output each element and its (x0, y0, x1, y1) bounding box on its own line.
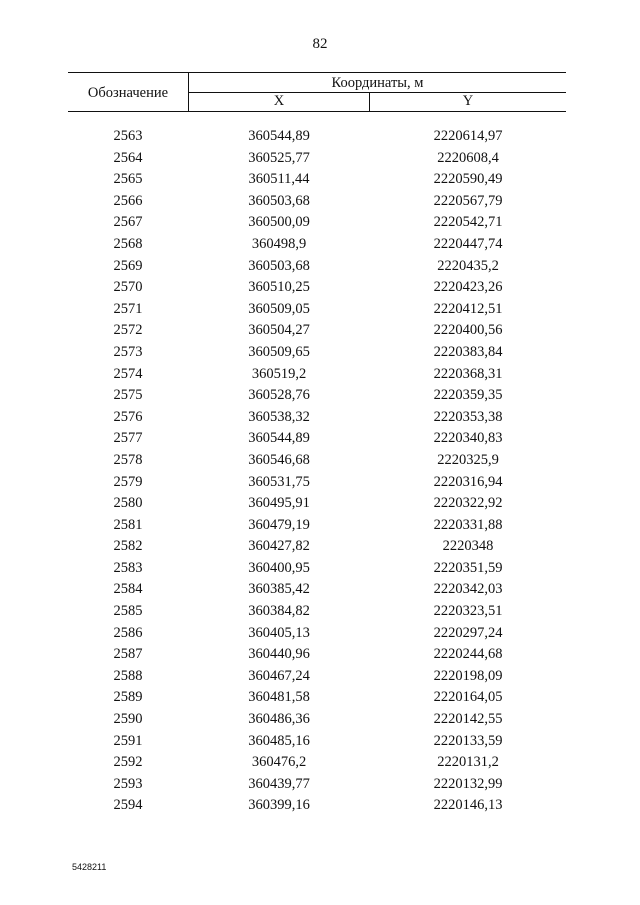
point-id-cell: 2582 (113, 538, 143, 555)
table-row (68, 409, 566, 431)
y-coordinate-cell: 2220567,79 (433, 192, 503, 209)
x-coordinate-cell: 360511,44 (248, 171, 310, 188)
y-coordinate-cell: 2220359,35 (433, 387, 503, 404)
y-coordinate-cell: 2220348 (442, 538, 494, 555)
x-coordinate-cell: 360405,13 (248, 624, 310, 641)
table-row (68, 301, 566, 323)
x-coordinate-cell: 360525,77 (248, 149, 310, 166)
y-coordinate-cell: 2220322,92 (433, 495, 503, 512)
header-x: X (273, 93, 285, 109)
point-id-cell: 2591 (113, 732, 143, 749)
y-coordinate-cell: 2220142,55 (433, 711, 503, 728)
x-coordinate-cell: 360503,68 (248, 257, 310, 274)
x-coordinate-cell: 360531,75 (248, 473, 310, 490)
x-coordinate-cell: 360498,9 (251, 235, 307, 252)
point-id-cell: 2586 (113, 624, 143, 641)
x-coordinate-cell: 360486,36 (248, 711, 310, 728)
y-coordinate-cell: 2220331,88 (433, 516, 503, 533)
point-id-cell: 2572 (113, 322, 143, 339)
x-coordinate-cell: 360400,95 (248, 559, 310, 576)
table-row (68, 344, 566, 366)
table-row (68, 322, 566, 344)
table-row (68, 258, 566, 280)
table-row (68, 150, 566, 172)
x-coordinate-cell: 360481,58 (248, 689, 310, 706)
x-coordinate-cell: 360544,89 (248, 430, 310, 447)
y-coordinate-cell: 2220146,13 (433, 797, 503, 814)
table-row (68, 193, 566, 215)
point-id-cell: 2583 (113, 559, 143, 576)
x-coordinate-cell: 360503,68 (248, 192, 310, 209)
table-row (68, 214, 566, 236)
coordinates-table (68, 72, 566, 814)
point-id-cell: 2577 (113, 430, 143, 447)
y-coordinate-cell: 2220383,84 (433, 343, 503, 360)
y-coordinate-cell: 2220447,74 (433, 235, 503, 252)
table-row (68, 236, 566, 258)
y-coordinate-cell: 2220423,26 (433, 279, 503, 296)
y-coordinate-cell: 2220590,49 (433, 171, 503, 188)
point-id-cell: 2563 (113, 128, 143, 144)
footer-code: 5428211 (72, 862, 107, 872)
table-row (68, 474, 566, 496)
x-coordinate-cell: 360500,09 (248, 214, 310, 231)
x-coordinate-cell: 360519,2 (251, 365, 307, 382)
y-coordinate-cell: 2220608,4 (437, 149, 499, 166)
x-coordinate-cell: 360485,16 (248, 732, 310, 749)
x-coordinate-cell: 360385,42 (248, 581, 310, 598)
y-coordinate-cell: 2220198,09 (433, 667, 503, 684)
point-id-cell: 2587 (113, 646, 143, 663)
point-id-cell: 2579 (113, 473, 143, 490)
x-coordinate-cell: 360476,2 (251, 754, 307, 771)
point-id-cell: 2564 (113, 149, 143, 166)
point-id-cell: 2568 (113, 235, 143, 252)
x-coordinate-cell: 360510,25 (248, 279, 310, 296)
header-y: Y (462, 93, 474, 109)
table-row (68, 625, 566, 647)
point-id-cell: 2593 (113, 775, 143, 792)
point-id-cell: 2581 (113, 516, 143, 533)
table-row (68, 452, 566, 474)
point-id-cell: 2584 (113, 581, 143, 598)
table-row (68, 560, 566, 582)
y-coordinate-cell: 2220542,71 (433, 214, 503, 231)
table-row (68, 171, 566, 193)
y-coordinate-cell: 2220316,94 (433, 473, 503, 490)
y-coordinate-cell: 2220244,68 (433, 646, 503, 663)
y-coordinate-cell: 2220435,2 (437, 257, 499, 274)
table-row (68, 581, 566, 603)
header-designation: Обозначение (87, 85, 169, 101)
x-coordinate-cell: 360439,77 (248, 775, 310, 792)
table-row (68, 733, 566, 755)
table-row (68, 689, 566, 711)
y-coordinate-cell: 2220342,03 (433, 581, 503, 598)
point-id-cell: 2588 (113, 667, 143, 684)
point-id-cell: 2590 (113, 711, 143, 728)
x-coordinate-cell: 360528,76 (248, 387, 310, 404)
table-body (68, 128, 566, 819)
x-coordinate-cell: 360427,82 (248, 538, 310, 555)
y-coordinate-cell: 2220614,97 (433, 128, 503, 144)
header-coordinates: Координаты, м (331, 75, 424, 91)
x-coordinate-cell: 360509,05 (248, 300, 310, 317)
table-row (68, 366, 566, 388)
x-coordinate-cell: 360440,96 (248, 646, 310, 663)
point-id-cell: 2574 (113, 365, 143, 382)
y-coordinate-cell: 2220368,31 (433, 365, 503, 382)
y-coordinate-cell: 2220340,83 (433, 430, 503, 447)
y-coordinate-cell: 2220297,24 (433, 624, 503, 641)
x-coordinate-cell: 360544,89 (248, 128, 310, 144)
point-id-cell: 2567 (113, 214, 143, 231)
table-row (68, 517, 566, 539)
y-coordinate-cell: 2220353,38 (433, 408, 503, 425)
point-id-cell: 2580 (113, 495, 143, 512)
y-coordinate-cell: 2220412,51 (433, 300, 503, 317)
point-id-cell: 2592 (113, 754, 143, 771)
y-coordinate-cell: 2220351,59 (433, 559, 503, 576)
point-id-cell: 2576 (113, 408, 143, 425)
x-coordinate-cell: 360509,65 (248, 343, 310, 360)
x-coordinate-cell: 360538,32 (248, 408, 310, 425)
table-row (68, 776, 566, 798)
page-number: 82 (312, 36, 328, 52)
table-row (68, 495, 566, 517)
point-id-cell: 2570 (113, 279, 143, 296)
x-coordinate-cell: 360546,68 (248, 451, 310, 468)
table-row (68, 711, 566, 733)
x-coordinate-cell: 360384,82 (248, 603, 310, 620)
table-row (68, 128, 566, 150)
point-id-cell: 2573 (113, 343, 143, 360)
x-coordinate-cell: 360467,24 (248, 667, 310, 684)
table-header (68, 72, 566, 112)
y-coordinate-cell: 2220131,2 (437, 754, 499, 771)
point-id-cell: 2594 (113, 797, 143, 814)
table-row (68, 646, 566, 668)
y-coordinate-cell: 2220132,99 (433, 775, 503, 792)
table-row (68, 387, 566, 409)
point-id-cell: 2565 (113, 171, 143, 188)
point-id-cell: 2571 (113, 300, 143, 317)
table-row (68, 538, 566, 560)
point-id-cell: 2585 (113, 603, 143, 620)
table-row (68, 603, 566, 625)
x-coordinate-cell: 360495,91 (248, 495, 310, 512)
table-row (68, 430, 566, 452)
x-coordinate-cell: 360504,27 (248, 322, 310, 339)
table-row (68, 279, 566, 301)
x-coordinate-cell: 360479,19 (248, 516, 310, 533)
y-coordinate-cell: 2220133,59 (433, 732, 503, 749)
point-id-cell: 2575 (113, 387, 143, 404)
point-id-cell: 2566 (113, 192, 143, 209)
point-id-cell: 2578 (113, 451, 143, 468)
y-coordinate-cell: 2220164,05 (433, 689, 503, 706)
y-coordinate-cell: 2220325,9 (437, 451, 499, 468)
table-row (68, 754, 566, 776)
point-id-cell: 2569 (113, 257, 143, 274)
y-coordinate-cell: 2220400,56 (433, 322, 503, 339)
table-row (68, 668, 566, 690)
y-coordinate-cell: 2220323,51 (433, 603, 503, 620)
table-row (68, 797, 566, 819)
point-id-cell: 2589 (113, 689, 143, 706)
x-coordinate-cell: 360399,16 (248, 797, 310, 814)
